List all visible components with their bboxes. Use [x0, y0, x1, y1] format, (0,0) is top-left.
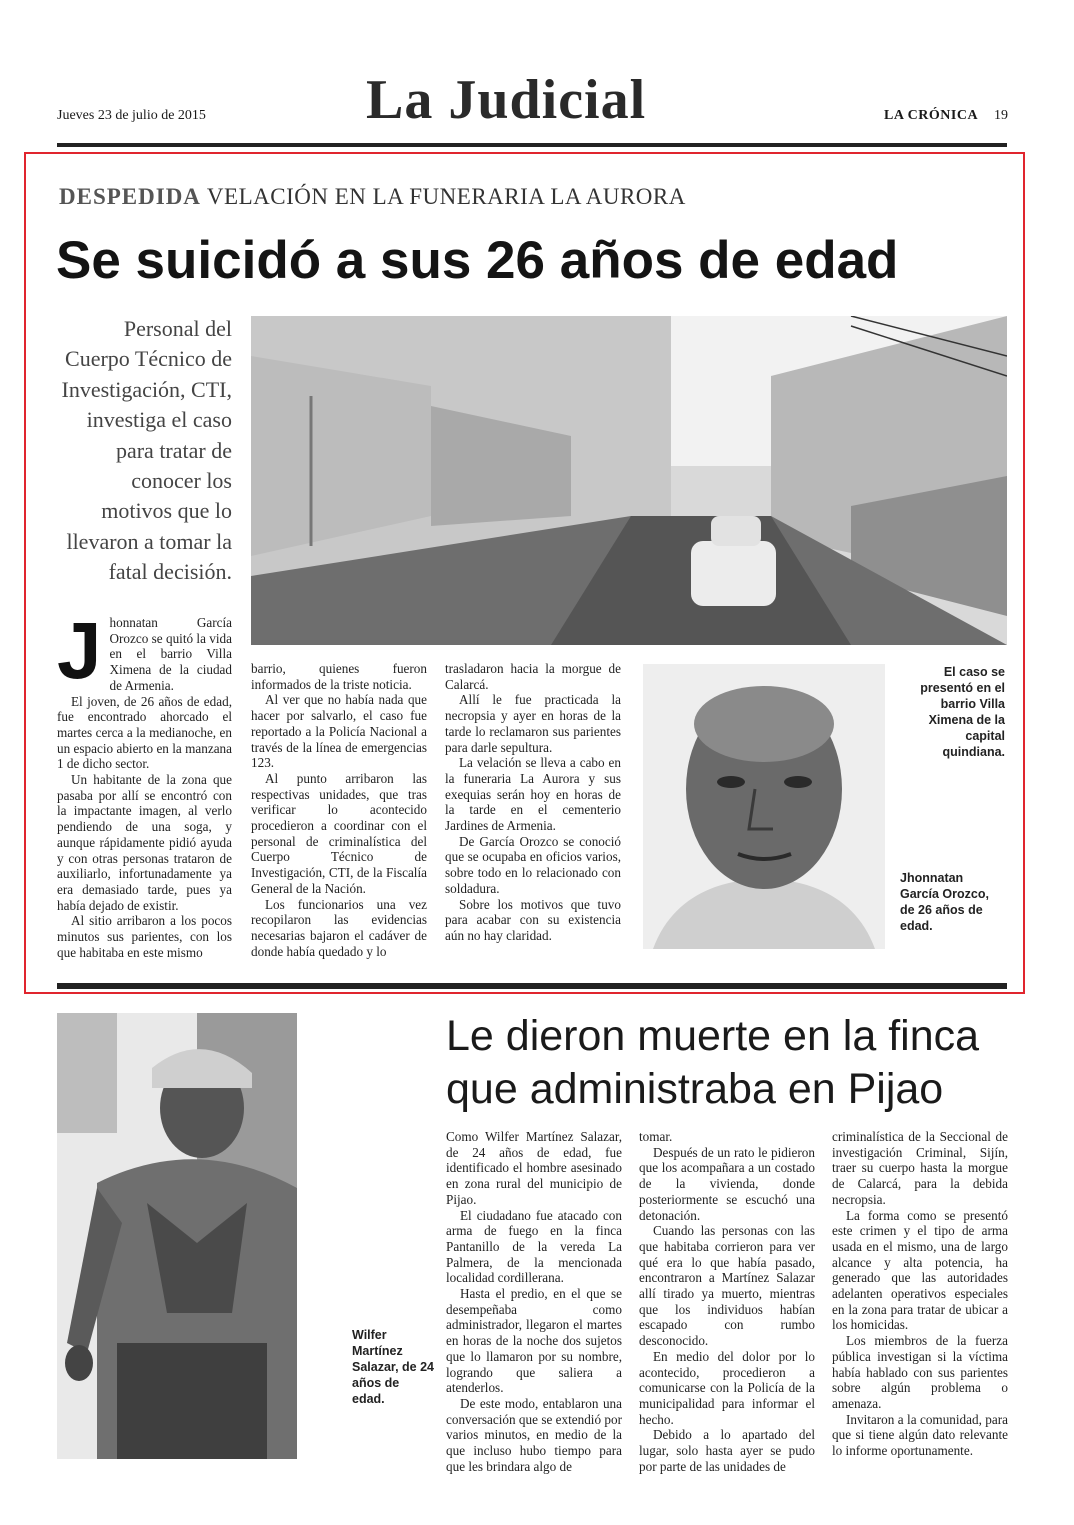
paragraph: De este modo, entablaron una conversación que se extendió por varios minutos, en medio de la que incluso hubo tiempo para que les brindara algo de: [446, 1395, 622, 1474]
story1-column-2: [251, 661, 427, 959]
paragraph: La forma como se presentó este crimen y el tipo de arma usada en el mismo, una de largo alcance y alta potencia, ha generado que las autoridades adelanten operativos especiales en la zona para tratar de ubicar a los homicidas.: [832, 1207, 1008, 1333]
paragraph: tomar.: [639, 1129, 673, 1144]
street-photo-illustration: [251, 316, 1007, 645]
paragraph: criminalística de la Seccional de investigación Criminal, Sijín, traer su cuerpo hasta la morgue de Calarcá, para la debida necropsia.: [832, 1129, 1008, 1207]
paragraph: barrio, quienes fueron informados de la triste noticia.: [251, 661, 427, 692]
dropcap: J: [57, 606, 102, 695]
story2-column-3: [832, 1129, 1008, 1459]
portrait-caption: Jhonnatan García Orozco, de 26 años de edad.: [900, 871, 989, 933]
edition-date: Jueves 23 de julio de 2015: [57, 108, 206, 123]
kicker-text: VELACIÓN EN LA FUNERARIA LA AURORA: [206, 184, 686, 209]
portrait-photo: [643, 664, 885, 949]
kicker-label: DESPEDIDA: [59, 184, 201, 209]
paragraph: Cuando las personas con las que habitaba corrieron para ver qué era lo que había pasado, encontraron a Martínez Salazar allí tirado ya muerto, mientras que los individuos habían escapado con rumbo desconocido.: [639, 1223, 815, 1349]
paragraph: Los miembros de la fuerza pública investigan si la víctima había hablado con sus parientes sobre algún problema o amenaza.: [832, 1333, 1008, 1411]
page-number: 19: [994, 108, 1008, 123]
story1-kicker: [59, 184, 686, 210]
story1-column-1: [57, 606, 232, 960]
paragraph: Hasta el predio, en el que se desempeñaba como administrador, llegaron el martes en horas de la noche dos sujetos que lo llamaron por su nombre, logrando que saliera a atenderlos.: [446, 1286, 622, 1396]
paragraph: El joven, de 26 años de edad, fue encontrado ahorcado el martes cerca a la medianoche, en un espacio abierto en la manzana 1 de dicho sector.: [57, 693, 232, 772]
wilfer-illustration: [57, 1013, 297, 1459]
street-photo-caption: El caso se presentó en el barrio Villa Ximena de la capital quindiana.: [920, 665, 1005, 759]
story2-column-1: [446, 1129, 622, 1474]
top-rule: [57, 143, 1007, 147]
paragraph: Como Wilfer Martínez Salazar, de 24 años de edad, fue identificado el hombre asesinado en zona rural del municipio de Pijao.: [446, 1129, 622, 1207]
wilfer-photo-caption: Wilfer Martínez Salazar, de 24 años de edad.: [352, 1328, 435, 1406]
paragraph: Invitaron a la comunidad, para que si tiene algún dato relevante lo informe oportunamente.: [832, 1411, 1008, 1459]
street-photo: [251, 316, 1007, 645]
story1-lede: Personal del Cuerpo Técnico de Investigación, CTI, investiga el caso para tratar de conocer los motivos que lo llevaron a tomar la fatal decisión.: [61, 316, 232, 585]
paragraph: Un habitante de la zona que pasaba por allí se encontró con la impactante imagen, al verlo pendiendo de una soga, y aunque rápidamente pidió ayuda y con otras personas trataron de auxiliarlo, infortunadamente ya era demasiado tarde, pues ya había dejado de existir.: [57, 772, 232, 913]
story2-column-2: [639, 1129, 815, 1474]
paragraph: El ciudadano fue atacado con arma de fuego en la finca Pantanillo de la vereda La Palmera, de la mencionada localidad cordillerana.: [446, 1207, 622, 1286]
paragraph: Al punto arribaron las respectivas unidades, que tras verificar lo acontecido procedieron a coordinar con el personal de criminalística del Cuerpo Técnico de Investigación, CTI, de la Fiscalía General de la Nación.: [251, 770, 427, 896]
paragraph: Sobre los motivos que tuvo para acabar con su existencia aún no hay claridad.: [445, 896, 621, 943]
portrait-illustration: [643, 664, 885, 949]
paragraph: Al ver que no había nada que hacer por salvarlo, el caso fue reportado a la Policía Nacional a través de la línea de emergencias 123.: [251, 692, 427, 771]
paragraph: Debido a lo apartado del lugar, solo hasta ayer se pudo por parte de las unidades de: [639, 1427, 815, 1474]
paragraph: De García Orozco se conoció que se ocupaba en oficios varios, sobre todo en lo relacionado con soldadura.: [445, 833, 621, 896]
paragraph: La velación se lleva a cabo en la funeraria La Aurora y sus exequias serán hoy en horas de la tarde en el cementerio Jardines de Armenia.: [445, 755, 621, 834]
story1-headline: Se suicidó a sus 26 años de edad: [56, 231, 899, 290]
section-divider: [57, 983, 1007, 989]
section-title: La Judicial: [366, 69, 647, 131]
story1-column-3: [445, 661, 621, 944]
newspaper-name: LA CRÓNICA: [884, 108, 979, 123]
paragraph: honnatan García Orozco se quitó la vida en el barrio Villa Ximena de la ciudad de Armenia.: [109, 615, 232, 693]
paragraph: Al sitio arribaron a los pocos minutos sus parientes, con los que habitaba en este mismo: [57, 913, 232, 960]
story2-headline: Le dieron muerte en la finca que administraba en Pijao: [446, 1012, 980, 1113]
wilfer-photo: [57, 1013, 297, 1459]
paragraph: En medio del dolor por lo acontecido, procedieron a comunicarse con la Policía de la municipalidad para informar el hecho.: [639, 1348, 815, 1427]
paragraph: Allí le fue practicada la necropsia y ayer en horas de la tarde lo reclamaron sus parientes para darle sepultura.: [445, 692, 621, 755]
paragraph: trasladaron hacia la morgue de Calarcá.: [445, 661, 621, 692]
paragraph: Después de un rato le pidieron que los acompañara a un costado de la vivienda, donde posteriormente se escuchó una detonación.: [639, 1144, 815, 1223]
paragraph: Los funcionarios una vez recopilaron las evidencias necesarias bajaron el cadáver de donde había quedado y lo: [251, 896, 427, 959]
